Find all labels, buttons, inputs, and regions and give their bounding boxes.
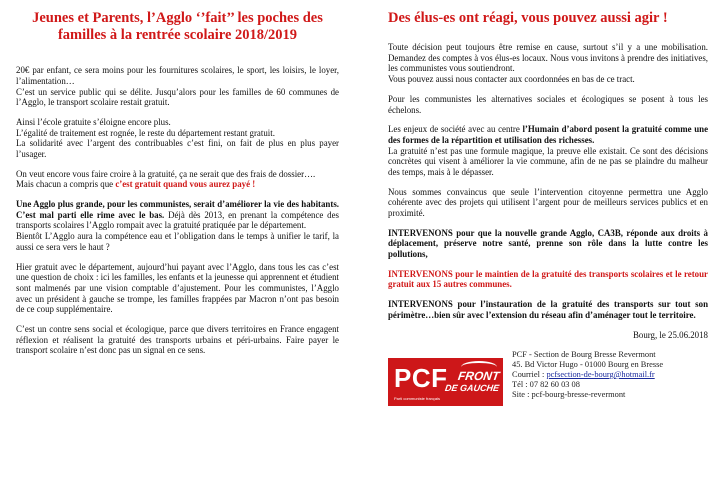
- left-paragraph-3: [16, 169, 339, 190]
- contact-phone: Tél : 07 82 60 03 08: [512, 379, 580, 389]
- left-title: Jeunes et Parents, l’Agglo ‘’fait’’ les poches des familles à la rentrée scolaire 2018/2019: [32, 10, 323, 44]
- left-paragraph-4-bold: Une Agglo plus grande, pour les communistes, serait d’améliorer la vie des habitants. C’est mal parti elle rime avec le bas.: [16, 199, 339, 220]
- contact-email-label: Courriel :: [512, 370, 547, 380]
- pcf-front-de-gauche-logo: [388, 358, 503, 406]
- right-paragraph-4: Nous sommes convaincus que seule l’intervention citoyenne permettra une Agglo cohérente avec des projets qui utilisent l’argent pour de meilleurs services publics et en proximité.: [388, 186, 708, 219]
- left-paragraph-3-text: On veut encore vous faire croire à la gratuité, ça ne serait que des frais de dossier….: [16, 168, 316, 179]
- right-paragraph-2: Pour les communistes les alternatives sociales et écologiques se posent à tous les échelons.: [388, 93, 708, 115]
- contact-address: 45. Bd Victor Hugo - 01000 Bourg en Bresse: [512, 360, 664, 370]
- contact-email-line: [512, 370, 663, 380]
- left-paragraph-6: C’est un contre sens social et écologique, parce que divers territoires en France engagent réflexion et réalisent la gratuité des transports urbains et péri-urbains. Faire payer le transport scolaire n’est donc pas un signal en ce sens.: [16, 323, 339, 356]
- right-paragraph-3-text: La gratuité n’est pas une formule magique, la preuve elle existait. Ce sont des décisions concrètes qui visent à améliorer la vie commune, afin de ne pas se plaindre du malheur des temps, mais à le dépasser.: [388, 145, 708, 177]
- left-paragraph-1: 20€ par enfant, ce sera moins pour les fournitures scolaires, le sport, les loisirs, le loyer, l’alimentation… C’est un service public qui se délite. Jusqu’alors pour les familles de 60 communes de l’Agglo, le transport scolaire restait gratuit.: [16, 65, 339, 108]
- right-column: [388, 10, 708, 450]
- contact-site: Site : pcf-bourg-bresse-revermont: [512, 389, 626, 399]
- contact-block: [512, 350, 663, 400]
- right-title: Des élus-es ont réagi, vous pouvez aussi agir !: [388, 10, 668, 26]
- right-paragraph-3: [388, 124, 708, 177]
- left-paragraph-4-text: Déjà dès 2013, en prenant la compétence des transports scolaires l’Agglo rompait avec la gratuité pratiquée par le département. Bientôt L’Agglo aura la compétence eau et l’obligation dans le temps à unifier le tarif, la aussi ce sera vers le haut ?: [16, 209, 340, 252]
- left-paragraph-3-highlight: c’est gratuit quand vous aurez payé !: [115, 179, 256, 190]
- front-de-gauche-logo-line-1: FRONT: [456, 369, 501, 384]
- contact-email-link[interactable]: pcfsection-de-bourg@hotmail.fr: [546, 370, 655, 380]
- left-paragraph-2: Ainsi l’école gratuite s’éloigne encore plus. L’égalité de traitement est rognée, le reste du département restant gratuit. La solidarité avec l’argent des contribuables c’est fini, on fait de plus en plus payer l’usager.: [16, 116, 339, 160]
- right-paragraph-7: INTERVENONS pour l’instauration de la gratuité des transports sur tout son périmètre…bien sûr avec l’extension du réseau afin d’aménager tout le territoire.: [388, 299, 708, 320]
- right-paragraph-5: INTERVENONS pour que la nouvelle grande Agglo, CA3B, réponde aux droits à déplacement, préserve notre santé, prenne son rôle dans la lutte contre les pollutions,: [388, 227, 708, 260]
- contact-section: PCF - Section de Bourg Bresse Revermont: [512, 350, 656, 360]
- pcf-logo-subtitle: Parti communiste français: [394, 396, 441, 402]
- contact-footer: [388, 350, 708, 450]
- left-column: [16, 10, 339, 365]
- right-paragraph-1: Toute décision peut toujours être remise en cause, surtout s’il y a une mobilisation. Demandez des comptes à vos élus-es locaux. Nous vous invitons à prendre des initiatives, les communistes vous soutiendront. Vous pouvez aussi nous contacter aux coordonnées en bas de ce tract.: [388, 42, 708, 85]
- front-de-gauche-logo-line-2: DE GAUCHE: [444, 383, 500, 394]
- right-paragraph-3-bold: l’Humain d’abord posent la gratuité comme une des formes de la répartition et utilisation des richesses.: [388, 124, 709, 145]
- pcf-logo-text: PCF: [394, 363, 448, 394]
- left-paragraph-5: Hier gratuit avec le département, aujourd’hui payant avec l’Agglo, dans tous les cas c’est une question de choix : ici les familles, les enfants et la jeunesse qui apprennent et étudient sont malmenés par une vision comptable d’ajustement. Pour les communistes, l’Agglo avec un président à gauche se trompe, les familles frappées par Macron n’ont pas besoin de ce coup supplémentaire.: [16, 261, 339, 315]
- right-paragraph-6: INTERVENONS pour le maintien de la gratuité des transports scolaires et le retour gratuit aux 15 autres communes.: [388, 268, 708, 290]
- left-paragraph-3-lead: Mais chacun a compris que: [16, 179, 116, 190]
- signature-date: Bourg, le 25.06.2018: [632, 329, 708, 340]
- right-paragraph-3-lead: Les enjeux de société avec au centre: [388, 124, 523, 135]
- left-paragraph-4: [16, 199, 339, 252]
